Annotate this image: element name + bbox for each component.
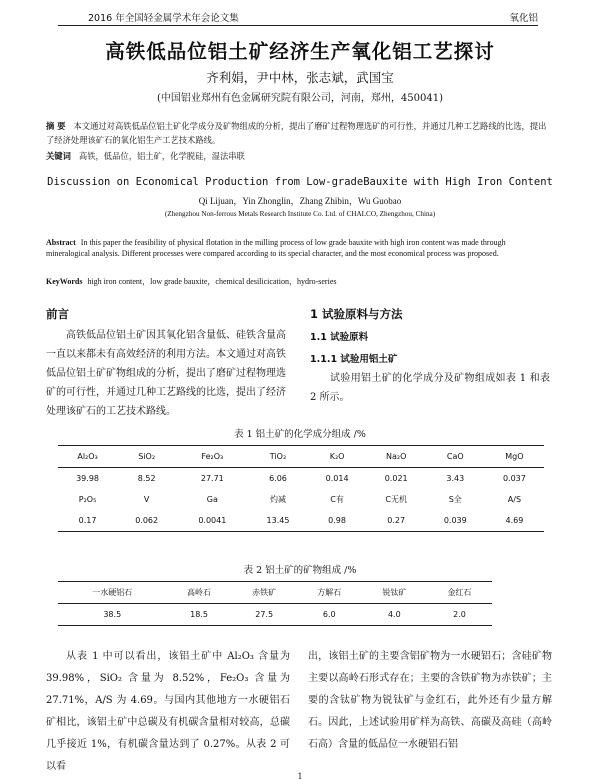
table-1-header-cell: Na₂O — [367, 446, 426, 468]
abstract-en — [46, 238, 548, 259]
section-1-1-1-heading: 1.1.1 试验用铝土矿 — [310, 354, 398, 365]
table-1-cell: 13.45 — [266, 516, 290, 525]
abstract-cn-text: 本文通过对高铁低品位铝土矿化学成分及矿物组成的分析，提出了磨矿过程物理选矿的可行性，并通过几种工艺路线的比选，提出了经济处理该矿石的氧化铝生产工艺技术路线。 — [46, 121, 547, 145]
table-1-header-row-2 — [58, 489, 544, 510]
table-1-cell: 0.0041 — [198, 516, 227, 525]
table-2-header-cell: 一水硬铝石 — [58, 582, 167, 604]
table-1-cell: 0.27 — [387, 516, 406, 525]
keywords-cn — [46, 150, 548, 162]
table-2-cell: 4.0 — [387, 610, 401, 619]
table-1-header-cell: S全 — [448, 495, 462, 504]
table-1-header-cell: SiO₂ — [117, 446, 176, 468]
keywords-en-label: KeyWords — [46, 277, 83, 286]
section-1 — [310, 306, 550, 407]
keywords-en-text: high iron content，low grade bauxite，chemical desilicication，hydro-series — [87, 277, 337, 286]
english-title: Discussion on Economical Production from Low-gradeBauxite with High Iron Content — [47, 176, 553, 188]
table-2-caption: 表 2 铝土矿的矿物组成 /% — [243, 565, 357, 576]
abstract-en-label: Abstract — [46, 238, 76, 247]
keywords-cn-text: 高铁，低品位，铝土矿，化学脱硅，湿法串联 — [78, 151, 245, 161]
table-2-cell: 6.0 — [322, 610, 336, 619]
table-1-header-cell: Ga — [206, 495, 218, 504]
affiliation: (中国铝业郑州有色金属研究院有限公司，河南，郑州，450041) — [157, 93, 443, 104]
table-1-header-row — [58, 446, 544, 468]
header-proceedings: 2016 年全国轻金属学术年会论文集 — [88, 13, 239, 24]
table-2-cell: 27.5 — [255, 610, 274, 619]
header-rule — [58, 25, 538, 26]
table-1-header-cell: 灼减 — [269, 495, 286, 504]
table-1-cell: 0.062 — [135, 516, 159, 525]
table-1-cell: 8.52 — [137, 474, 156, 483]
table-1-cell: 0.98 — [328, 516, 346, 525]
table-2-header-cell: 高岭石 — [167, 582, 232, 604]
table-2 — [58, 581, 492, 626]
table-1-header-cell: C有 — [330, 495, 344, 504]
table-1-header-cell: MgO — [485, 446, 544, 468]
table-1-cell: 4.69 — [505, 516, 524, 525]
table-1-cell: 3.43 — [446, 474, 465, 483]
table-2-header-cell: 金红石 — [427, 582, 492, 604]
body-right-column — [308, 646, 552, 756]
keywords-en — [46, 276, 548, 287]
table-1-cell: 0.039 — [443, 516, 467, 525]
section-1-paragraph: 试验用铝土矿的化学成分及矿物组成如表 1 和表 2 所示。 — [310, 373, 550, 403]
table-1-row — [58, 468, 544, 490]
table-2-cell: 18.5 — [190, 610, 208, 619]
abstract-cn-label: 摘 要 — [46, 121, 66, 131]
table-1-row — [58, 510, 544, 532]
table-1-cell: 0.17 — [78, 516, 97, 525]
running-header — [58, 8, 538, 24]
table-2-row — [58, 604, 492, 626]
table-2-header-row — [58, 582, 492, 604]
intro-heading: 前言 — [46, 307, 69, 321]
table-1-cell: 39.98 — [76, 474, 99, 483]
body-left-column — [46, 646, 290, 778]
table-2-cell: 38.5 — [103, 610, 122, 619]
body-right-paragraph: 出，该铝土矿的主要含铝矿物为一水硬铝石；含硅矿物主要以高岭石形式存在；主要的含铁矿物为赤铁矿；主要的含钛矿物为锐钛矿与金红石，此外还有少量方解石。因此，上述试验用矿样为高铁、高碳及高硅（高岭石高）含量的低品位一水硬铝石铝 — [308, 651, 552, 750]
section-1-heading: 1 试验原料与方法 — [310, 307, 403, 321]
table-2-cell: 2.0 — [453, 610, 466, 619]
table-1-header-cell: C无机 — [385, 495, 407, 504]
section-1-1-heading: 1.1 试验原料 — [310, 332, 369, 343]
table-1-header-cell: K₂O — [308, 446, 367, 468]
authors: 齐利娟，尹中林，张志斌，武国宝 — [206, 70, 394, 85]
table-2-header-cell: 赤铁矿 — [232, 582, 297, 604]
intro-paragraph: 高铁低品位铝土矿因其氧化铝含量低、硅铁含量高一直以来都未有高效经济的利用方法。本文通过对高铁低品位铝土矿矿物组成的分析，提出了磨矿过程物理选矿的可行性，并通过几种工艺路线的比选，提出了经济处理该矿石的工艺技术路线。 — [46, 330, 286, 417]
table-1 — [58, 445, 544, 532]
table-1-header-cell: Al₂O₃ — [58, 446, 117, 468]
table-1-header-cell: TiO₂ — [248, 446, 307, 468]
table-1-header-cell: A/S — [507, 495, 522, 504]
table-1-cell: 0.021 — [384, 474, 408, 483]
table-1-header-cell: V — [143, 495, 150, 504]
paper-title: 高铁低品位铝土矿经济生产氧化铝工艺探讨 — [105, 40, 495, 63]
table-1-header-cell: CaO — [426, 446, 485, 468]
header-section: 氧化铝 — [509, 13, 538, 24]
english-affiliation: (Zhengzhou Non-ferrous Metals Research Institute Co. Ltd. of CHALCO, Zhengzhou, China) — [164, 210, 436, 218]
table-1-cell: 27.71 — [200, 474, 224, 483]
abstract-en-text: In this paper the feasibility of physical flotation in the milling process of low grade bauxite with high iron content was made through mineralogical analysis. Different processes were compared according to its special character, and the most economical process was proposed. — [46, 238, 506, 258]
page-number: 1 — [297, 772, 303, 781]
table-2-header-cell: 锐钛矿 — [362, 582, 427, 604]
abstract-cn — [46, 120, 548, 147]
intro-section — [46, 306, 286, 421]
table-1-cell: 6.06 — [269, 474, 287, 483]
table-1-header-cell: P₂O₅ — [78, 495, 97, 504]
table-1-cell: 0.037 — [502, 474, 526, 483]
table-1-header-cell: Fe₂O₃ — [176, 446, 248, 468]
table-1-cell: 0.014 — [325, 474, 349, 483]
body-left-paragraph: 从表 1 中可以看出，该铝土矿中 Al₂O₃ 含量为 39.98%，SiO₂ 含量为 8.52%，Fe₂O₃ 含量为 27.71%，A/S 为 4.69。与国内其他地方一水硬铝石矿相比，该铝土矿中总碳及有机碳含量相对较高，总碳几乎接近 1%，有机碳含量达到了 0.27%。从表 2 可以看 — [46, 651, 290, 772]
keywords-cn-label: 关键词 — [46, 151, 71, 161]
table-1-caption: 表 1 铝土矿的化学成分组成 /% — [234, 429, 366, 440]
table-2-header-cell: 方解石 — [297, 582, 362, 604]
english-authors: Qi Lijuan，Yin Zhonglin，Zhang Zhibin，Wu Guobao — [198, 196, 402, 206]
